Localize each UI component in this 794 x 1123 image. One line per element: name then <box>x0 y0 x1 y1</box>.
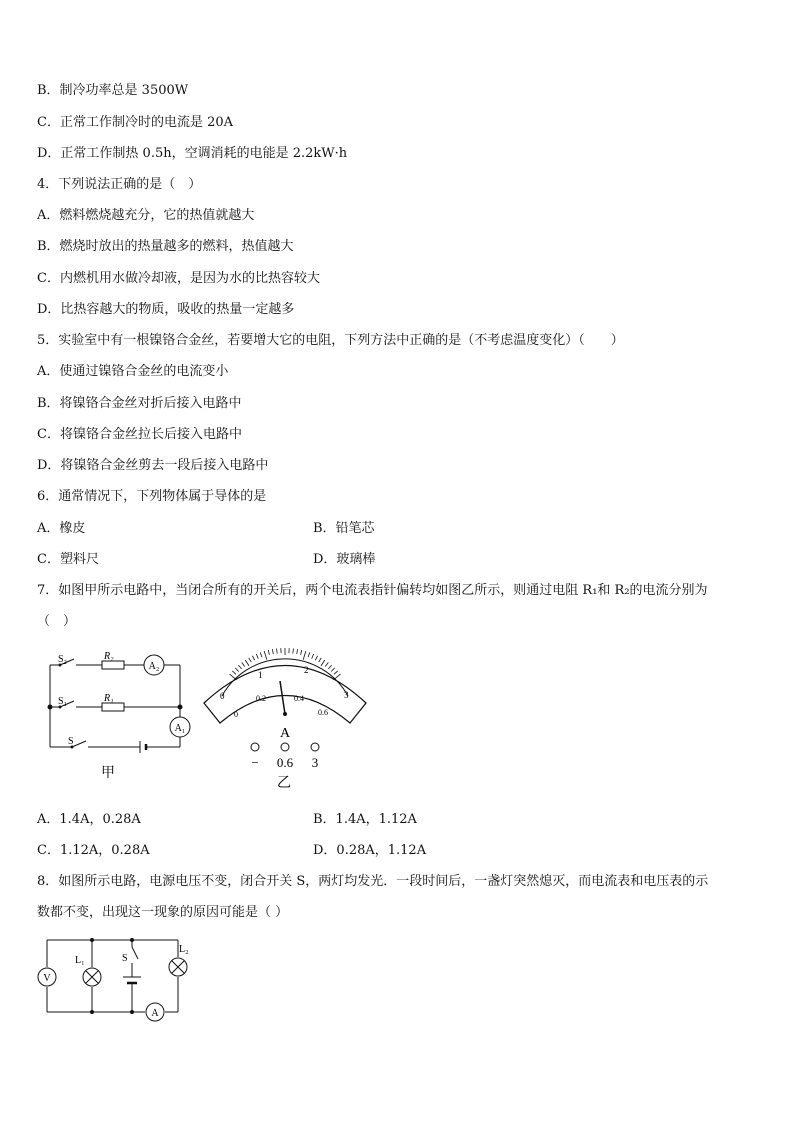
q7-ammeter-dial-figure <box>200 648 370 793</box>
dial-tick <box>319 658 322 662</box>
q4-stem: 4．下列说法正确的是（ ） <box>37 177 202 192</box>
ammeter-label-q8: A <box>151 1008 159 1019</box>
dial-tick <box>325 663 328 667</box>
dial-tick <box>277 649 278 654</box>
dial-tick <box>303 651 306 660</box>
q7-option-b: B．1.4A，1.12A <box>313 812 417 827</box>
q7-stem-line2: （ ） <box>37 614 77 629</box>
figure-jia-caption: 甲 <box>101 766 115 781</box>
outer-tick-0: 0 <box>220 691 225 701</box>
q6-option-d: D．玻璃棒 <box>313 552 376 567</box>
inner-tick-0-2: 0.2 <box>256 694 266 703</box>
q7-stem-line1: 7．如图甲所示电路中，当闭合所有的开关后，两个电流表指针偏转均如图乙所示，则通过电阻 R₁和 R₂的电流分别为 <box>37 583 708 598</box>
terminal-0-6: 0.6 <box>276 755 294 770</box>
q8-stem-line1: 8．如图所示电路，电源电压不变，闭合开关 S，两灯均发光．一段时间后，一盏灯突然熄灭，而电流表和电压表的示 <box>37 874 709 889</box>
dial-tick <box>297 649 298 654</box>
ammeter-a2-label: A₂ <box>148 661 160 672</box>
q5-option-a: A．使通过镍铬合金丝的电流变小 <box>37 364 229 379</box>
voltmeter-label: V <box>43 973 51 984</box>
dial-tick <box>260 652 262 657</box>
switch-s-label-q8: S <box>122 953 128 964</box>
dial-tick <box>235 668 238 672</box>
q5-option-b: B．将镍铬合金丝对折后接入电路中 <box>37 396 242 411</box>
terminal-negative: − <box>251 755 259 770</box>
lamp-l2-label: L₂ <box>179 944 189 955</box>
q7-option-a: A．1.4A，0.28A <box>37 812 141 827</box>
dial-tick <box>242 663 245 667</box>
q5-stem: 5．实验室中有一根镍铬合金丝，若要增大它的电阻，下列方法中正确的是（不考虑温度变化）（ ） <box>37 333 624 348</box>
dial-tick <box>245 660 249 666</box>
switch-s-label: S <box>68 736 74 747</box>
q3-option-d: D．正常工作制热 0.5h，空调消耗的电能是 2.2kW·h <box>37 146 348 161</box>
switch-s2-label: S₂ <box>58 654 68 665</box>
dial-tick <box>268 650 269 655</box>
dial-tick <box>293 649 294 654</box>
q3-option-c: C．正常工作制冷时的电流是 20A <box>37 115 234 130</box>
dial-tick <box>256 654 258 659</box>
inner-tick-0-4: 0.4 <box>294 694 304 703</box>
q6-option-a: A．橡皮 <box>37 521 86 536</box>
dial-tick <box>334 671 338 674</box>
outer-tick-1: 1 <box>258 670 263 680</box>
resistor-r2-label: R₂ <box>104 651 114 662</box>
inner-tick-0-6: 0.6 <box>318 708 328 717</box>
dial-tick <box>238 665 241 669</box>
dial-tick <box>301 650 302 655</box>
figure-yi-caption: 乙 <box>277 776 291 791</box>
outer-tick-3: 3 <box>344 690 349 700</box>
q6-option-b: B．铅笔芯 <box>313 521 375 536</box>
dial-tick <box>308 652 310 657</box>
dial-unit-label: A <box>279 726 291 741</box>
q4-option-d: D．比热容越大的物质，吸收的热量一定越多 <box>37 302 295 317</box>
dial-tick <box>264 651 267 660</box>
q8-circuit-figure <box>35 935 205 1025</box>
dial-tick <box>334 674 341 680</box>
q3-option-b: B．制冷功率总是 3500W <box>37 83 189 98</box>
dial-tick <box>315 656 317 660</box>
ammeter-a1-label: A₁ <box>174 723 186 734</box>
dial-tick <box>331 668 334 672</box>
q4-option-c: C．内燃机用水做冷却液，是因为水的比热容较大 <box>37 271 320 286</box>
switch-s1-label: S₁ <box>58 696 68 707</box>
dial-tick <box>321 660 325 666</box>
inner-tick-0: 0 <box>234 710 238 719</box>
dial-needle <box>280 681 285 714</box>
q5-option-c: C．将镍铬合金丝拉长后接入电路中 <box>37 427 242 442</box>
terminal-3: 3 <box>311 755 319 770</box>
q6-stem: 6．通常情况下，下列物体属于导体的是 <box>37 489 267 504</box>
dial-tick <box>232 671 236 674</box>
resistor-r1-label: R₁ <box>104 693 114 704</box>
q4-option-a: A．燃料燃烧越充分，它的热值就越大 <box>37 208 255 223</box>
dial-ticks <box>230 648 341 680</box>
q7-option-d: D．0.28A，1.12A <box>313 843 427 858</box>
dial-tick <box>272 649 273 654</box>
dial-tick <box>249 658 252 662</box>
q6-option-c: C．塑料尺 <box>37 552 99 567</box>
q4-option-b: B．燃烧时放出的热量越多的燃料，热值越大 <box>37 239 294 254</box>
dial-tick <box>230 674 237 680</box>
outer-tick-2: 2 <box>304 665 309 675</box>
q8-stem-line2: 数都不变，出现这一现象的原因可能是（ ） <box>37 905 289 920</box>
lamp-l1-label: L₁ <box>75 955 85 966</box>
dial-tick <box>252 656 254 660</box>
q5-option-d: D．将镍铬合金丝剪去一段后接入电路中 <box>37 458 269 473</box>
q7-circuit-figure <box>40 645 200 790</box>
dial-tick <box>328 665 331 669</box>
q7-option-c: C．1.12A，0.28A <box>37 843 150 858</box>
dial-tick <box>312 654 314 659</box>
